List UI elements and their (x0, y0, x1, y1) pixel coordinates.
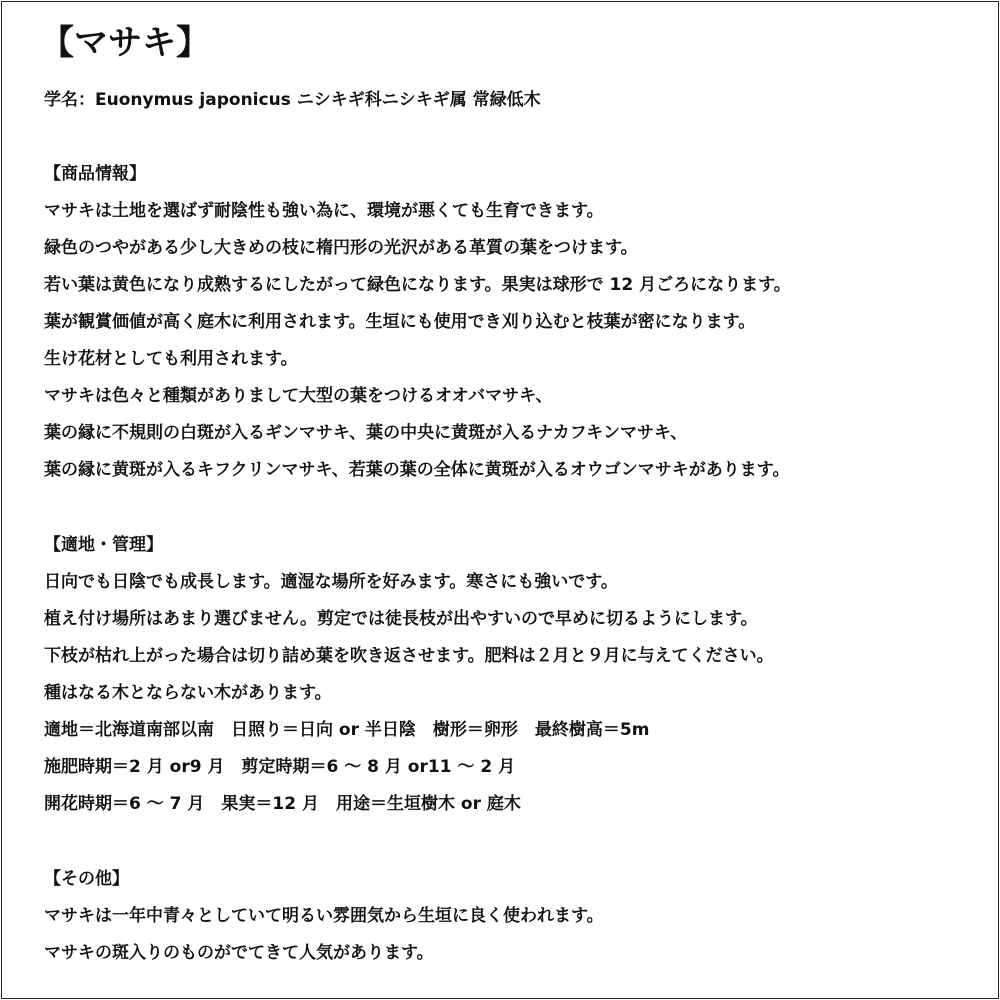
scientific-name-line: 学名：Euonymus japonicus ニシキギ科ニシキギ属 常緑低木 (44, 90, 541, 110)
text-line: 生け花材としても利用されます。 (44, 349, 298, 369)
text-line: 若い葉は黄色になり成熟するにしたがって緑色になります。果実は球形で 12 月ごろになります。 (44, 275, 791, 295)
text-line: 葉の縁に不規則の白斑が入るギンマサキ、葉の中央に黄斑が入るナカフキンマサキ、 (44, 423, 688, 443)
text-line: マサキは色々と種類がありまして大型の葉をつけるオオバマサキ、 (44, 386, 553, 406)
text-line: 葉が観賞価値が高く庭木に利用されます。生垣にも使用でき刈り込むと枝葉が密になります。 (44, 312, 756, 332)
page-title: 【マサキ】 (40, 23, 210, 63)
spec-line: 開花時期＝6 ～ 7 月 果実＝12 月 用途＝生垣樹木 or 庭木 (44, 794, 521, 814)
site-care-section (44, 527, 774, 823)
other-section (44, 861, 604, 972)
text-line: 種はなる木とならない木があります。 (44, 683, 332, 703)
page-border (1, 1, 999, 999)
text-line: マサキは土地を選ばず耐陰性も強い為に、環境が悪くても生育できます。 (44, 201, 604, 221)
text-line: マサキは一年中青々としていて明るい雰囲気から生垣に良く使われます。 (44, 906, 604, 926)
spec-line: 適地＝北海道南部以南 日照り＝日向 or 半日陰 樹形＝卵形 最終樹高＝5m (44, 720, 650, 740)
section-heading: 【商品情報】 (44, 164, 146, 184)
text-line: 日向でも日陰でも成長します。適湿な場所を好みます。寒さにも強いです。 (44, 572, 618, 592)
text-line: 植え付け場所はあまり選びません。剪定では徒長枝が出やすいので早めに切るようにします。 (44, 609, 758, 629)
section-heading: 【その他】 (44, 869, 129, 889)
section-heading: 【適地・管理】 (44, 535, 163, 555)
text-line: マサキの斑入りのものがでてきて人気があります。 (44, 943, 434, 963)
spec-line: 施肥時期＝2 月 or9 月 剪定時期＝6 ～ 8 月 or11 ～ 2 月 (44, 757, 516, 777)
text-line: 緑色のつやがある少し大きめの枝に楕円形の光沢がある革質の葉をつけます。 (44, 238, 638, 258)
text-line: 下枝が枯れ上がった場合は切り詰め葉を吹き返させます。肥料は２月と９月に与えてください。 (44, 646, 774, 666)
text-line: 葉の縁に黄斑が入るキフクリンマサキ、若葉の葉の全体に黄斑が入るオウゴンマサキがあります。 (44, 460, 790, 480)
product-info-section (44, 156, 791, 489)
